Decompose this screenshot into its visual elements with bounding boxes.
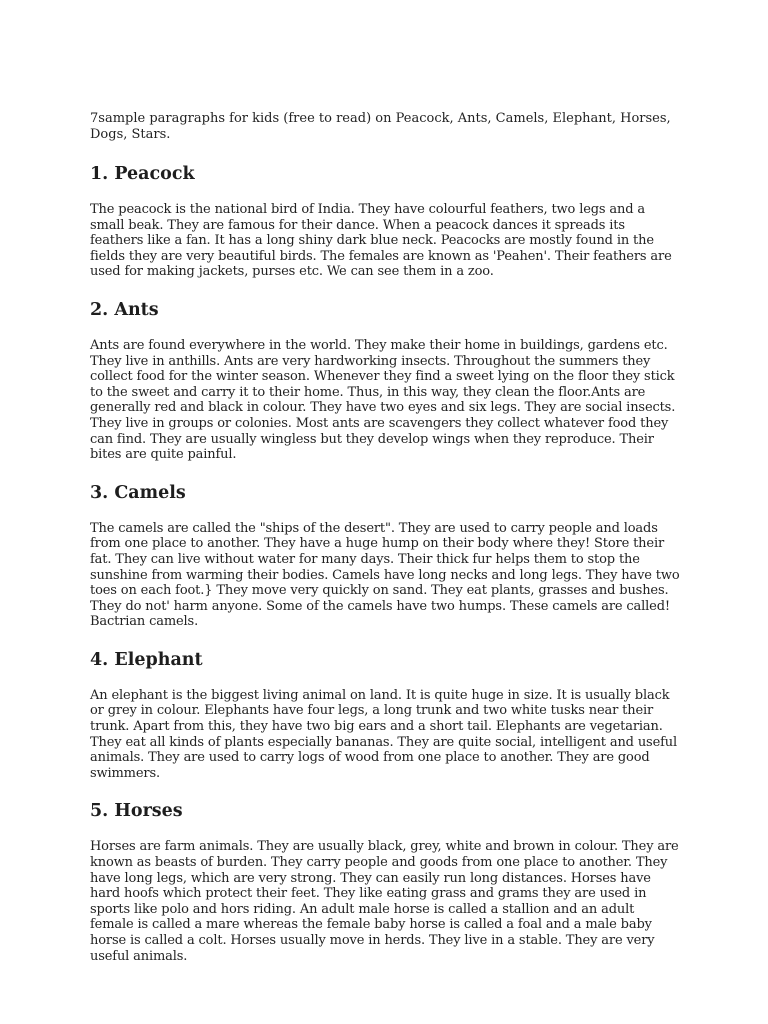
- section-title-ants: 2. Ants: [90, 299, 159, 320]
- paragraph-elephant: An elephant is the biggest living animal on land. It is quite huge in size. It is usually black or grey in colour. Elephants have four legs, a long trunk and two white tusks near their trunk. Apart from this, they have two big ears and a short tail. Elephants are vegetarian. They eat all kinds of plants especially bananas. They are quite social, intelligent and useful animals. They are used to carry logs of wood from one place to another. They are good swimmers.: [90, 687, 677, 781]
- section-elephant: [90, 649, 680, 782]
- section-title-peacock: 1. Peacock: [90, 164, 195, 184]
- section-title-horses: 5. Horses: [90, 801, 183, 822]
- paragraph-peacock: The peacock is the national bird of India. They have colourful feathers, two legs and a small beak. They are famous for their dance. When a peacock dances it spreads its feathers like a fan. It has a long shiny dark blue neck. Peacocks are mostly found in the fields they are very beautiful birds. The females are known as 'Peahen'. Their feathers are used for making jackets, purses etc. We can see them in a zoo.: [90, 202, 672, 280]
- paragraph-ants: Ants are found everywhere in the world. They make their home in buildings, gardens etc. They live in anthills. Ants are very hardworking insects. Throughout the summers they collect food for the winter season. Whenever they find a sweet lying on the floor they stick to the sweet and carry it to their home. Thus, in this way, they clean the floor.Ants are generally red and black in colour. They have two eyes and six legs. They are social insects. They live in groups or colonies. Most ants are scavengers they collect whatever food they can find. They are usually wingless but they develop wings when they reproduce. Their bites are quite painful.: [90, 337, 676, 463]
- section-camels: [90, 482, 680, 630]
- paragraph-camels: The camels are called the "ships of the desert". They are used to carry people and loads from one place to another. They have a huge hump on their body where they! Store their fat. They can live without water for many days. Their thick fur helps them to stop the sunshine from warming their bodies. Camels have long necks and long legs. They have two toes on each foot.} They move very quickly on sand. They eat plants, grasses and bushes. They do not' harm anyone. Some of the camels have two humps. These camels are called! Bactrian camels.: [90, 520, 680, 630]
- section-title-elephant: 4. Elephant: [90, 649, 203, 670]
- section-horses: [90, 800, 680, 964]
- section-peacock: [90, 163, 680, 280]
- section-title-camels: 3. Camels: [90, 482, 186, 503]
- section-ants: [90, 299, 680, 463]
- paragraph-horses: Horses are farm animals. They are usually black, grey, white and brown in colour. They are known as beasts of burden. They carry people and goods from one place to another. They have long legs, which are very strong. They can easily run long distances. Horses have hard hoofs which protect their feet. They like eating grass and grams they are used in sports like polo and hors riding. An adult male horse is called a stallion and an adult female is called a mare whereas the female baby horse is called a foal and a male baby horse is called a colt. Horses usually move in herds. They live in a stable. They are very useful animals.: [90, 839, 679, 964]
- document-page: [90, 111, 680, 983]
- intro-text: 7sample paragraphs for kids (free to read) on Peacock, Ants, Camels, Elephant, Horses, Dogs, Stars.: [90, 111, 671, 142]
